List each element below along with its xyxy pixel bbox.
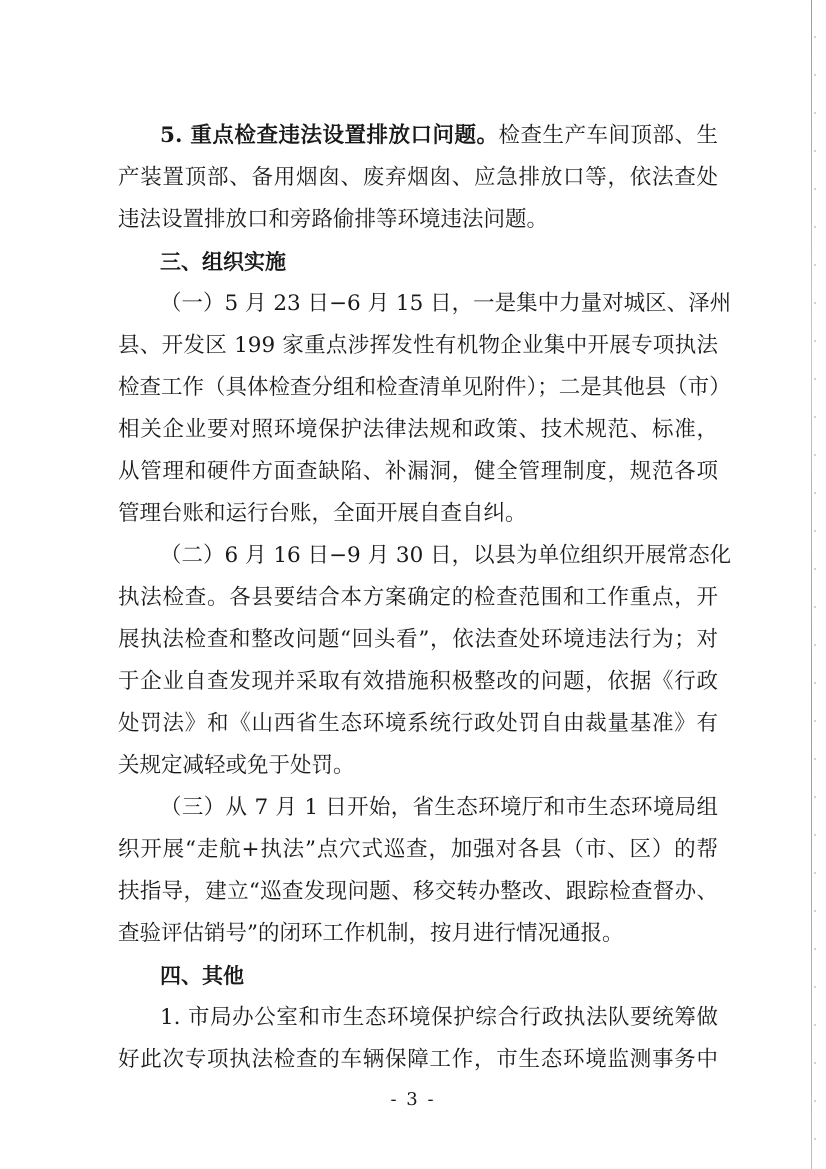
item5-line-2: 产装置顶部、备用烟囱、废弃烟囱、应急排放口等，依法查处 [118,165,718,190]
s3-p3-line-3: 扶指导，建立“巡查发现问题、移交转办整改、跟踪检查督办、 [118,879,718,904]
s3-p1-line-5: 从管理和硬件方面查缺陷、补漏洞，健全管理制度，规范各项 [118,459,718,484]
s3-p2-line-3: 展执法检查和整改问题“回头看”，依法查处环境违法行为；对 [118,627,718,652]
scan-edge-marks [814,0,816,1169]
s4-p1-line-1: 1. 市局办公室和市生态环境保护综合行政执法队要统筹做 [160,1005,718,1030]
s3-p2-line-5: 处罚法》和《山西省生态环境系统行政处罚自由裁量基准》有 [118,711,718,736]
s3-p2-line-1: （二）6 月 16 日−9 月 30 日，以县为单位组织开展常态化 [160,543,732,568]
s3-p1-line-2: 县、开发区 199 家重点涉挥发性有机物企业集中开展专项执法 [118,333,718,358]
s3-p2-line-2: 执法检查。各县要结合本方案确定的检查范围和工作重点，开 [118,585,718,610]
s3-p1-line-3: 检查工作（具体检查分组和检查清单见附件）；二是其他县（市） [118,375,731,400]
section-heading-organization: 三、组织实施 [160,250,286,274]
section-heading-other: 四、其他 [160,964,244,988]
page-number: - 3 - [390,1089,436,1110]
s3-p3-line-4: 查验评估销号”的闭环工作机制，按月进行情况通报。 [118,921,624,946]
s3-p2-line-4: 于企业自查发现并采取有效措施积极整改的问题，依据《行政 [118,669,718,694]
s3-p2-line-6: 关规定减轻或免于处罚。 [118,753,355,778]
item5-line-1 [160,116,718,156]
item5-text-start: 检查生产车间顶部、生 [498,123,718,148]
s3-p3-line-2: 织开展“走航+执法”点穴式巡查，加强对各县（市、区）的帮 [118,837,718,862]
s4-p1-line-2: 好此次专项执法检查的车辆保障工作，市生态环境监测事务中 [118,1047,718,1072]
s3-p1-line-4: 相关企业要对照环境保护法律法规和政策、技术规范、标准， [118,417,718,442]
s3-p3-line-1: （三）从 7 月 1 日开始，省生态环境厅和市生态环境局组 [160,795,718,820]
item5-title: 5. 重点检查违法设置排放口问题。 [160,123,499,148]
scan-edge-line [811,0,812,1169]
item5-line-3: 违法设置排放口和旁路偷排等环境违法问题。 [118,207,549,232]
s3-p1-line-6: 管理台账和运行台账，全面开展自查自纠。 [118,501,527,526]
s3-p1-line-1: （一）5 月 23 日−6 月 15 日，一是集中力量对城区、泽州 [160,291,732,316]
